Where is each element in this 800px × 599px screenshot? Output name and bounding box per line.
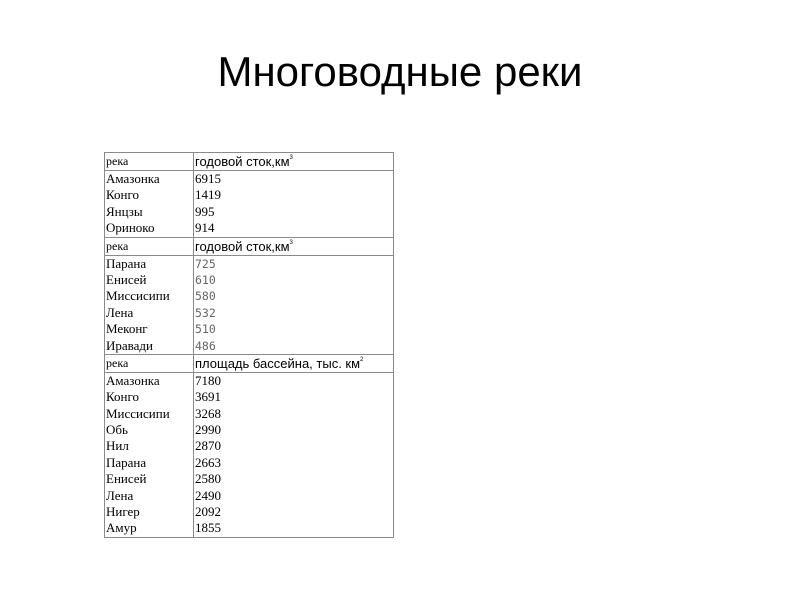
river-name: Енисей (106, 471, 147, 487)
river-value: 914 (195, 220, 215, 236)
header-river: река (106, 154, 129, 168)
river-name: Нигер (106, 504, 140, 520)
river-value: 3691 (195, 389, 221, 405)
river-name: Обь (106, 422, 128, 438)
river-name: Миссисипи (106, 288, 170, 304)
river-value: 610 (195, 272, 216, 287)
river-name: Меконг (106, 321, 148, 337)
river-name: Янцзы (106, 203, 143, 219)
river-name: Амазонка (106, 171, 160, 186)
river-name: Амазонка (106, 372, 160, 388)
header-value: годовой $сток,км^3$ (195, 238, 293, 254)
river-value: 510 (195, 322, 216, 337)
river-value: 2580 (195, 471, 221, 487)
river-value: 995 (195, 203, 215, 219)
table-row-group (105, 255, 393, 354)
river-name: Нил (106, 438, 129, 454)
river-value: 7180 (195, 372, 221, 388)
river-value: 486 (195, 338, 216, 353)
river-value: 2092 (195, 504, 221, 520)
river-value: 1419 (195, 187, 221, 203)
river-value: 2663 (195, 454, 221, 470)
river-name: Конго (106, 187, 139, 203)
table-header-row (105, 354, 393, 372)
river-name: Иравади (106, 337, 153, 353)
header-river: река (106, 238, 129, 253)
river-name: Енисей (106, 271, 147, 287)
river-value: 2990 (195, 422, 221, 438)
header-value: годовой $сток,км^3$ (195, 154, 293, 169)
table-header-row (105, 237, 393, 255)
table-row-group (105, 372, 393, 537)
river-name: Миссисипи (106, 405, 170, 421)
river-name: Ориноко (106, 220, 155, 236)
river-name: Амур (106, 520, 137, 536)
river-value: 725 (195, 256, 216, 271)
river-name: Парана (106, 454, 147, 470)
river-value: 532 (195, 305, 216, 320)
rivers-table (104, 152, 394, 538)
river-name: Лена (106, 304, 134, 320)
page-title: Многоводные реки (217, 48, 583, 95)
header-value: площадь бассейна, тыс. $км^2$ (195, 355, 364, 371)
river-value: 6915 (195, 171, 221, 186)
river-value: 2870 (195, 438, 221, 454)
river-value: 2490 (195, 487, 221, 503)
river-value: 580 (195, 289, 216, 304)
river-name: Конго (106, 389, 139, 405)
river-value: 1855 (195, 520, 221, 536)
river-value: 3268 (195, 405, 221, 421)
table-row-group (105, 170, 393, 237)
river-name: Лена (106, 487, 134, 503)
river-name: Парана (106, 255, 147, 271)
header-river: река (106, 355, 129, 370)
table-header-row (105, 153, 393, 170)
